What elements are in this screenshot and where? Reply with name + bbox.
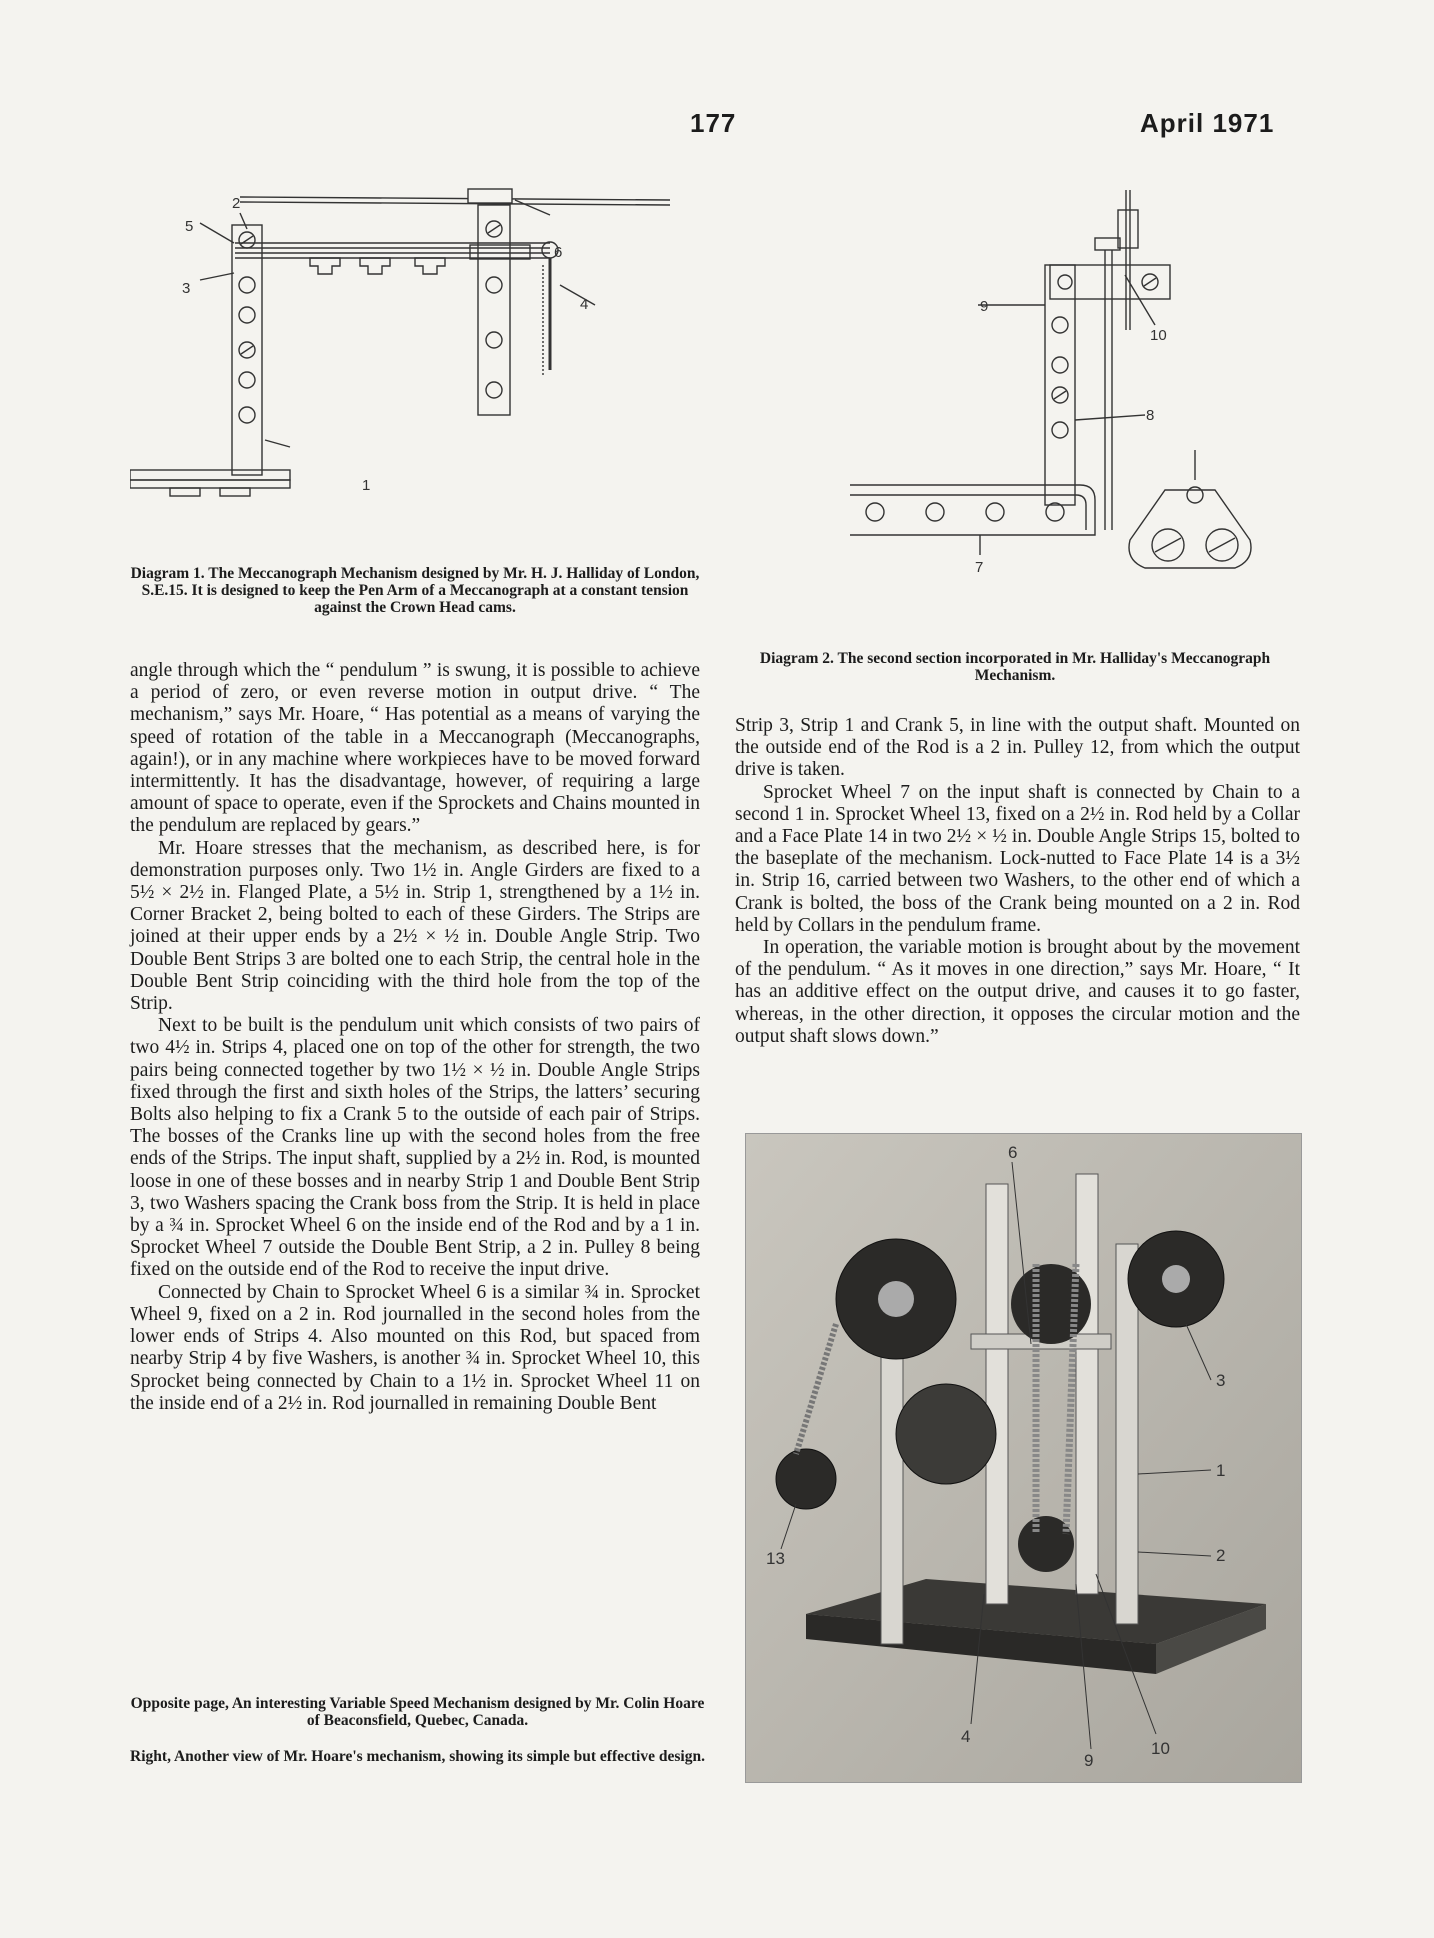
diagram2-label-8: 8 — [1146, 407, 1155, 424]
left-paragraph: angle through which the “ pendulum ” is swung, it is possible to achieve a period of zero, or even reverse motion in output drive. “ The mechanism,” says Mr. Hoare, “ Has potential as a means of varying the speed of rotation of the table in a Meccanograph (Meccanographs, again!), or in any machine where workpieces have to be moved forward intermittently. It has the disadvantage, however, of requiring a large amount of space to operate, even if the Sprockets and Chains mounted in the pendulum are replaced by gears.” — [130, 660, 700, 837]
page-number: 177 — [690, 108, 737, 138]
right-paragraph: Strip 3, Strip 1 and Crank 5, in line with the output shaft. Mounted on the outside end of the Rod is a 2 in. Pulley 12, from which the output drive is taken. — [735, 715, 1300, 781]
photo-label-1: 1 — [1216, 1461, 1226, 1480]
photo-label-2: 2 — [1216, 1546, 1226, 1565]
photo-label-6: 6 — [1008, 1143, 1018, 1162]
photo-caption-opposite: Opposite page, An interesting Variable Speed Mechanism designed by Mr. Colin Hoare of Beaconsfield, Quebec, Canada. — [130, 1695, 705, 1729]
left-paragraph: Connected by Chain to Sprocket Wheel 6 is a similar ¾ in. Sprocket Wheel 9, fixed on a 2 in. Rod journalled in the second holes from the lower ends of Strips 4. Also mounted on this Rod, but spaced from nearby Strip 4 by five Washers, is another ¾ in. Sprocket Wheel 10, this Sprocket being connected by Chain to a 1½ in. Sprocket Wheel 11 on the inside end of a 2½ in. Rod journalled in remaining Double Bent — [130, 1281, 700, 1414]
photo-label-13: 13 — [766, 1549, 785, 1568]
mechanism-photo — [745, 1133, 1302, 1783]
diagram1-caption: Diagram 1. The Meccanograph Mechanism designed by Mr. H. J. Halliday of London, S.E.15. It is designed to keep the Pen Arm of a Meccanograph at a constant tension against the Crown Head cams. — [130, 565, 700, 616]
photo-label-9: 9 — [1084, 1751, 1094, 1770]
diagram1-label-4: 4 — [580, 296, 589, 313]
diagram1-label-1: 1 — [362, 477, 371, 494]
diagram1-label-3: 3 — [182, 280, 191, 297]
right-column — [735, 715, 1300, 1048]
mechanism-photo-drawing — [746, 1134, 1301, 1782]
photo-caption-right: Right, Another view of Mr. Hoare's mechanism, showing its simple but effective design. — [130, 1748, 705, 1765]
diagram1-label-2: 2 — [232, 195, 241, 212]
right-paragraph: In operation, the variable motion is brought about by the movement of the pendulum. “ As it moves in one direction,” says Mr. Hoare, “ It has an additive effect on the output drive, and causes it to go faster, whereas, in the other direction, it opposes the circular motion and the output shaft slows down.” — [735, 937, 1300, 1047]
left-column — [130, 660, 700, 1415]
diagram1-label-5: 5 — [185, 218, 194, 235]
photo-label-3: 3 — [1216, 1371, 1226, 1390]
photo-label-4: 4 — [961, 1727, 971, 1746]
diagram-2 — [850, 190, 1280, 610]
left-paragraph: Next to be built is the pendulum unit which consists of two pairs of two 4½ in. Strips 4, placed one on top of the other for strength, the two pairs being connected together by two 1½ × ½ in. Double Angle Strips fixed through the first and sixth holes of the Strips, the latters’ securing Bolts also helping to fix a Crank 5 to the outside of each pair of Strips. The bosses of the Cranks line up with the second holes from the free ends of the Strips. The input shaft, supplied by a 2½ in. Rod, is mounted loose in one of these bosses and in nearby Strip 1 and Double Bent Strip 3, two Washers spacing the Crank boss from the Strip. It is held in place by a ¾ in. Sprocket Wheel 6 on the inside end of the Rod and by a 1 in. Sprocket Wheel 7 outside the Double Bent Strip, a 2 in. Pulley 8 being fixed on the outside end of the Rod to receive the input drive. — [130, 1015, 700, 1281]
photo-label-10: 10 — [1151, 1739, 1170, 1758]
right-paragraph: Sprocket Wheel 7 on the input shaft is connected by Chain to a second 1 in. Sprocket Wheel 13, fixed on a 2½ in. Rod held by a Collar and a Face Plate 14 in two 2½ × ½ in. Double Angle Strips 15, bolted to the baseplate of the mechanism. Lock-nutted to Face Plate 14 is a 3½ in. Strip 16, carried between two Washers, to the other end of which a Crank is bolted, the boss of the Crank being mounted on a 2 in. Rod held by Collars in the pendulum frame. — [735, 781, 1300, 936]
diagram1-label-6: 6 — [554, 244, 563, 261]
diagram-1 — [130, 185, 690, 530]
diagram2-caption: Diagram 2. The second section incorporated in Mr. Halliday's Meccanograph Mechanism. — [759, 650, 1271, 684]
issue-date: April 1971 — [1140, 108, 1275, 138]
diagram2-label-7: 7 — [975, 559, 984, 576]
diagram2-label-9: 9 — [980, 298, 989, 315]
diagram2-label-10: 10 — [1150, 327, 1167, 344]
left-paragraph: Mr. Hoare stresses that the mechanism, as described here, is for demonstration purposes only. Two 1½ in. Angle Girders are fixed to a 5½ × 2½ in. Flanged Plate, a 5½ in. Strip 1, strengthened by a 1½ in. Corner Bracket 2, being bolted to each of these Girders. The Strips are joined at their upper ends by a 2½ × ½ in. Double Angle Strip. Two Double Bent Strips 3 are bolted one to each Strip, the central hole in the Double Bent Strip coinciding with the third hole from the top of the Strip. — [130, 837, 700, 1015]
